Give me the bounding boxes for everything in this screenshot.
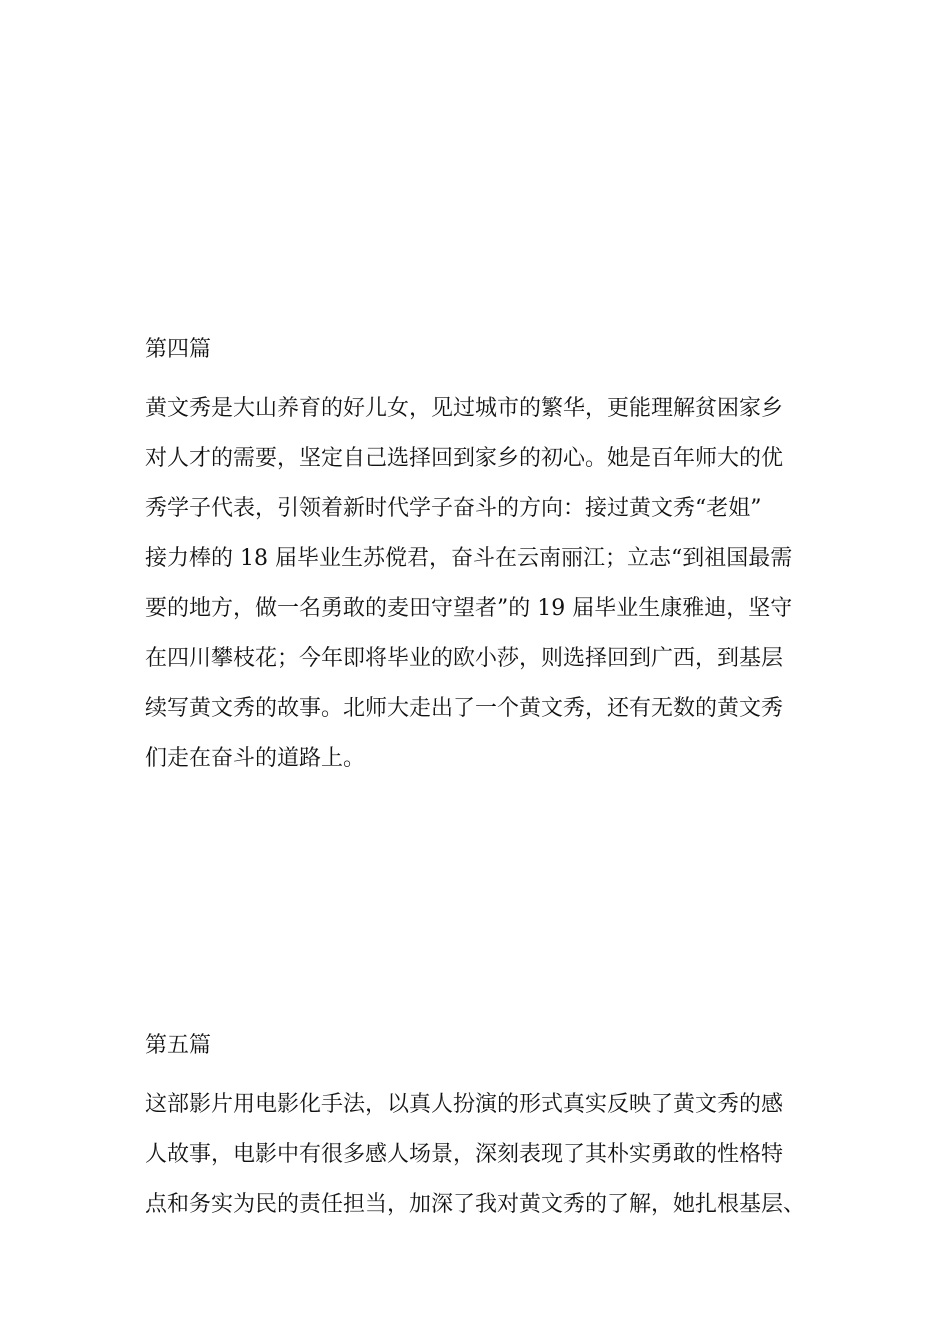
section-4-line-2: 对人才的需要，坚定自己选择回到家乡的初心。她是百年师大的优 [145,446,784,471]
section-5-title: 第五篇 [145,1033,212,1058]
section-4 [145,334,825,784]
section-5-line-2: 人故事，电影中有很多感人场景，深刻表现了其朴实勇敢的性格特 [145,1142,784,1167]
section-4-line-5: 要的地方，做一名勇敢的麦田守望者”的 19 届毕业生康雅迪，坚守 [145,596,793,621]
section-4-line-6: 在四川攀枝花；今年即将毕业的欧小莎，则选择回到广西，到基层 [145,646,784,671]
section-4-line-4: 接力棒的 18 届毕业生苏傥君，奋斗在云南丽江；立志“到祖国最需 [145,546,793,571]
section-4-title: 第四篇 [145,337,212,362]
section-5 [145,1030,825,1230]
section-4-line-3: 秀学子代表，引领着新时代学子奋斗的方向：接过黄文秀“老姐” [145,496,762,521]
section-4-line-1: 黄文秀是大山养育的好儿女，见过城市的繁华，更能理解贫困家乡 [145,396,784,421]
section-4-line-7: 续写黄文秀的故事。北师大走出了一个黄文秀，还有无数的黄文秀 [145,696,784,721]
section-5-line-3: 点和务实为民的责任担当，加深了我对黄文秀的了解，她扎根基层、 [145,1192,806,1217]
section-4-line-8: 们走在奋斗的道路上。 [145,746,366,771]
section-5-line-1: 这部影片用电影化手法，以真人扮演的形式真实反映了黄文秀的感 [145,1092,784,1117]
